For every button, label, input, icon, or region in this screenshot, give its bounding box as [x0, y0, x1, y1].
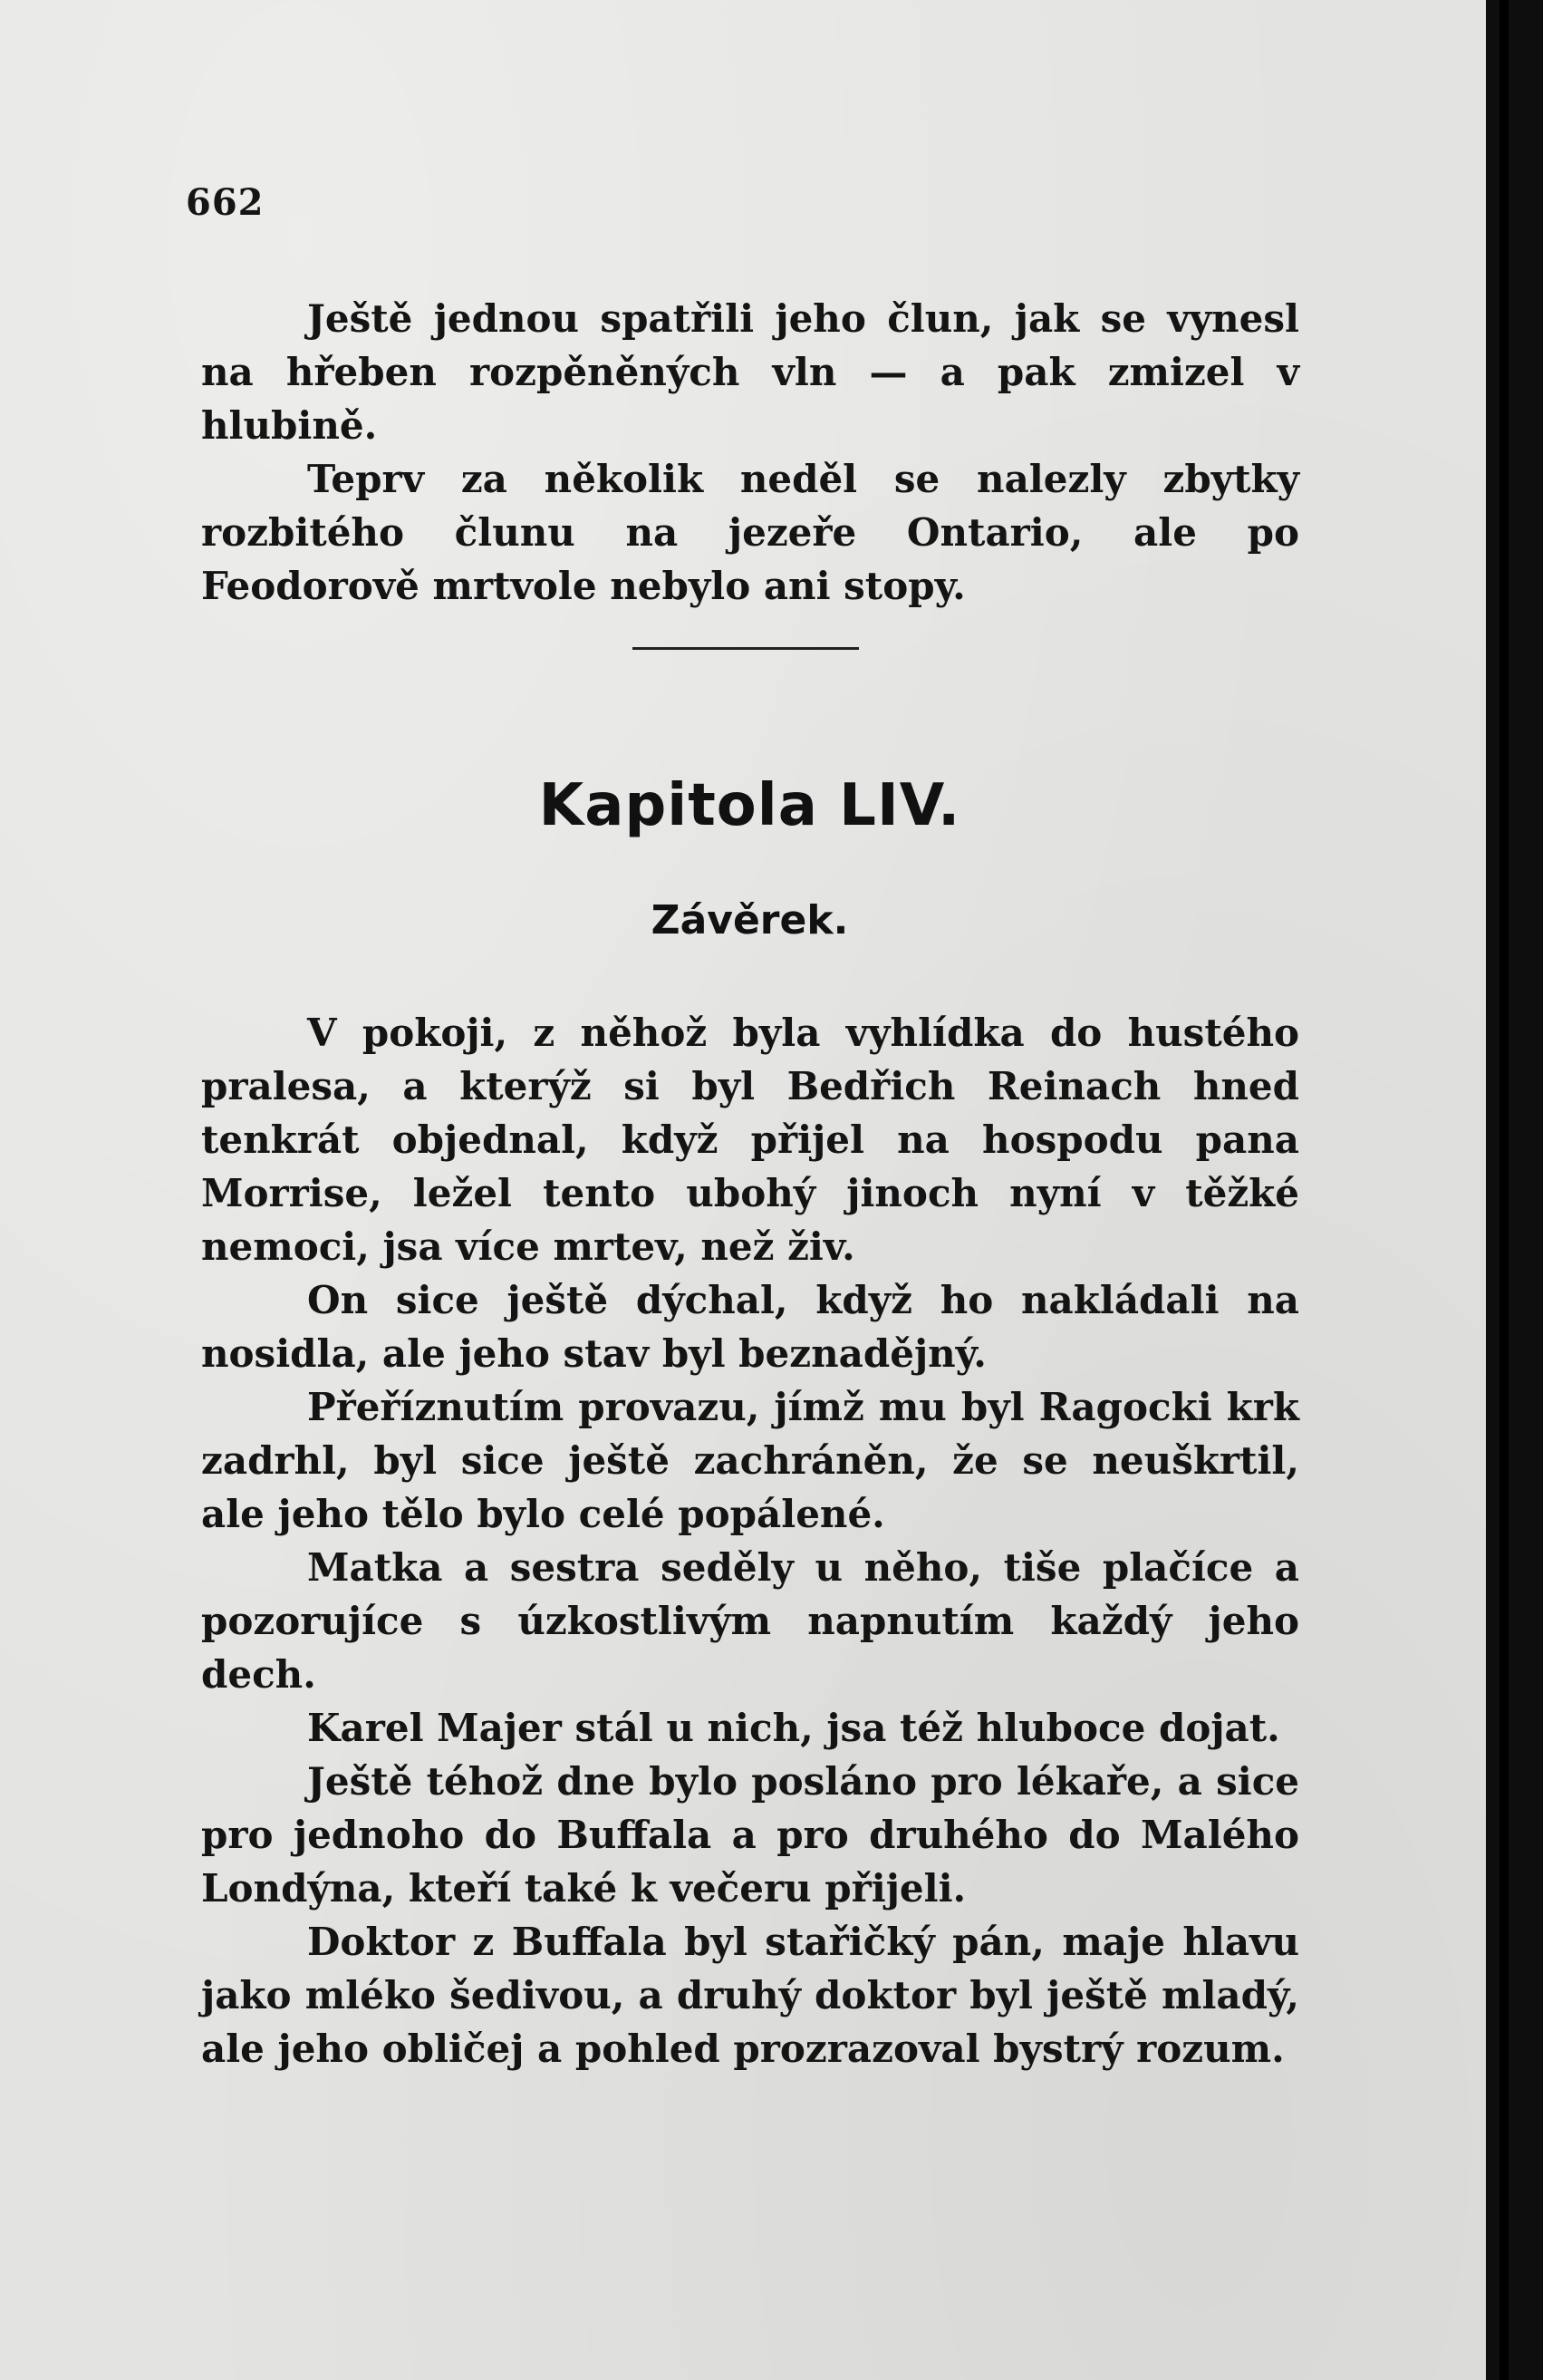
- paragraph: Doktor z Buffala byl stařičký pán, maje hlavu jako mléko šedivou, a druhý doktor byl ještě mladý, ale jeho obličej a pohled prozrazoval bystrý rozum.: [201, 1920, 1299, 2071]
- page-edge-shadow: [1486, 0, 1543, 2380]
- paragraph: Přeříznutím provazu, jímž mu byl Ragocki krk zadrhl, byl sice ještě zachráněn, že se neuškrtil, ale jeho tělo bylo celé popálené.: [201, 1385, 1299, 1536]
- chapter-title: Kapitola LIV.: [538, 772, 961, 839]
- section-divider: [632, 647, 859, 650]
- paragraph: Ještě jednou spatřili jeho člun, jak se vynesl na hřeben rozpěněných vln — a pak zmizel v hlubině.: [201, 296, 1299, 448]
- paragraph: Teprv za několik neděl se nalezly zbytky rozbitého člunu na jezeře Ontario, ale po Feodorově mrtvole nebylo ani stopy.: [201, 457, 1299, 608]
- paragraph: V pokoji, z něhož byla vyhlídka do hustého pralesa, a kterýž si byl Bedřich Reinach hned tenkrát objednal, když přijel na hospodu pana Morrise, ležel tento ubohý jinoch nyní v těžké nemoci, jsa více mrtev, než živ.: [201, 1011, 1299, 1269]
- binding-edge: [1500, 0, 1509, 2380]
- bottom-text-block: [201, 1006, 1299, 2075]
- paragraph: Ještě téhož dne bylo posláno pro lékaře, a sice pro jednoho do Buffala a pro druhého do Malého Londýna, kteří také k večeru přijeli.: [201, 1759, 1299, 1911]
- paragraph: Matka a sestra seděly u něho, tiše plačíce a pozorujíce s úzkostlivým napnutím každý jeho dech.: [201, 1545, 1299, 1697]
- paragraph: On sice ještě dýchal, když ho nakládali na nosidla, ale jeho stav byl beznadějný.: [201, 1278, 1299, 1376]
- paragraph: Karel Majer stál u nich, jsa též hluboce dojat.: [307, 1706, 1280, 1750]
- chapter-subtitle: Závěrek.: [651, 897, 849, 943]
- page-number: 662: [186, 181, 265, 224]
- top-text-block: [201, 292, 1299, 613]
